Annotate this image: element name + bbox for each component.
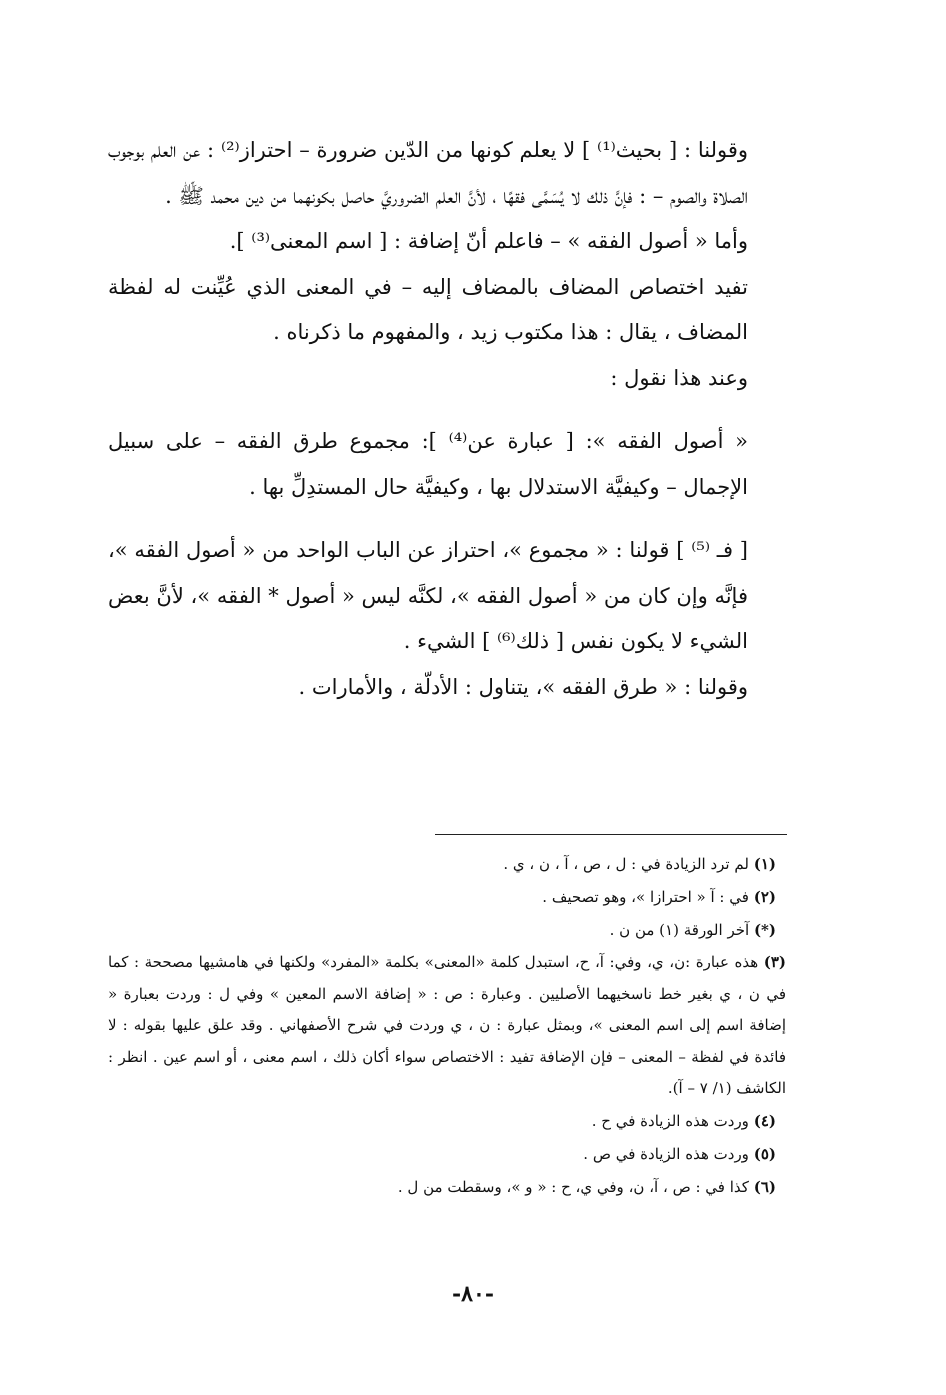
footnote-text: وردت هذه الزيادة في ص . — [583, 1144, 749, 1163]
body-paragraph: تفيد اختصاص المضاف بالمضاف إليه – في المعنى الذي عُيِّنت له لفظة المضاف ، يقال : هذا مكتوب زيد ، والمفهوم ما ذكرناه . — [108, 274, 748, 344]
body-paragraph: وعند هذا نقول : — [610, 365, 748, 390]
footnote — [108, 947, 786, 1105]
main-text — [108, 128, 786, 710]
footnote-separator — [435, 834, 787, 835]
footnote-number: (٦) — [753, 1177, 776, 1196]
footnote-text: كذا في : ص ، آ، ن، وفي ي، ح : « و »، وسقطت من ل . — [397, 1177, 749, 1196]
footnote — [108, 1105, 786, 1138]
footnote-text: آخر الورقة (١) من ن . — [609, 921, 750, 939]
footnote-number: (٥) — [753, 1144, 776, 1163]
body-paragraph: [ فـ ⁽⁵⁾ ] قولنا : « مجموع »، احتراز عن الباب الواحد من « أصول الفقه »، فإنَّه وإن كان من « أصول الفقه »، لكنَّه ليس « أصول * الفقه »، لأنَّ بعض الشيء لا يكون نفس [ ذلك⁽⁶⁾ ] الشيء . — [108, 538, 748, 653]
footnote-text: هذه عبارة :ن، ي، وفي: آ، ح، استبدل كلمة «المعنى» بكلمة «المفرد» ولكنها في هامشيها مصححة : كما في ن ، ي بغير خط ناسخيهما الأصليين . وعبارة : ص : « إضافة الاسم المعين » وفي ل : وردت بعبارة « إضافة اسم إلى اسم المعنى »، وبمثل عبارة : ن ، ي وردت في شرح الأصفهاني . وقد علق عليها بقوله : لا فائدة في لفظة – المعنى – فإن الإضافة تفيد : الاختصاص سواء أكان ذلك ، اسم معنى ، أو اسم عين . انظر : الكاشف (١/ ٧ – آ). — [108, 953, 786, 1097]
footnote-text: وردت هذه الزيادة في ح . — [591, 1111, 749, 1130]
page-number: -٨٠- — [452, 1281, 494, 1307]
footnotes — [108, 848, 786, 1204]
footnote — [108, 1171, 786, 1204]
footnote-number: (١) — [753, 855, 776, 873]
footnote — [108, 881, 786, 914]
footnote — [108, 1138, 786, 1171]
footnote-number: (٣) — [763, 953, 786, 971]
footnote-number: (٢) — [753, 888, 776, 906]
footnote-text: لم ترد الزيادة في : ل ، ص ، آ ، ن ، ي . — [503, 855, 749, 873]
body-paragraph: « أصول الفقه »: [ عبارة عن⁽⁴⁾ ]: مجموع طرق الفقه – على سبيل الإجمال – وكيفيَّة الاستدلال بها ، وكيفيَّة حال المستدِلِّ بها . — [108, 429, 749, 499]
footnote-number: (٤) — [753, 1111, 776, 1130]
footnote-number: (*) — [753, 921, 776, 939]
footnote — [108, 848, 786, 881]
footnote — [108, 914, 786, 947]
body-paragraph: وقولنا : « طرق الفقه »، يتناول : الأدلّة ، والأمارات . — [298, 674, 748, 699]
footnote-text: في : آ « احترازا »، وهو تصحيف . — [542, 888, 749, 906]
body-paragraph: وأما « أصول الفقه » – فاعلم أنّ إضافة : [ اسم المعنى⁽³⁾ ]. — [229, 229, 748, 253]
body-paragraph: وقولنا : [ بحيث⁽¹⁾ ] لا يعلم كونها من الدّين ضرورة – احتراز⁽²⁾ : عن العلم بوجوب الصلاة والصوم – : فإنَّ ذلك لا يُسَمَّى فقهًا ، لأنَّ العلم الضروريَّ حاصل بكونهما من دين محمد ﷺ . — [108, 138, 748, 208]
